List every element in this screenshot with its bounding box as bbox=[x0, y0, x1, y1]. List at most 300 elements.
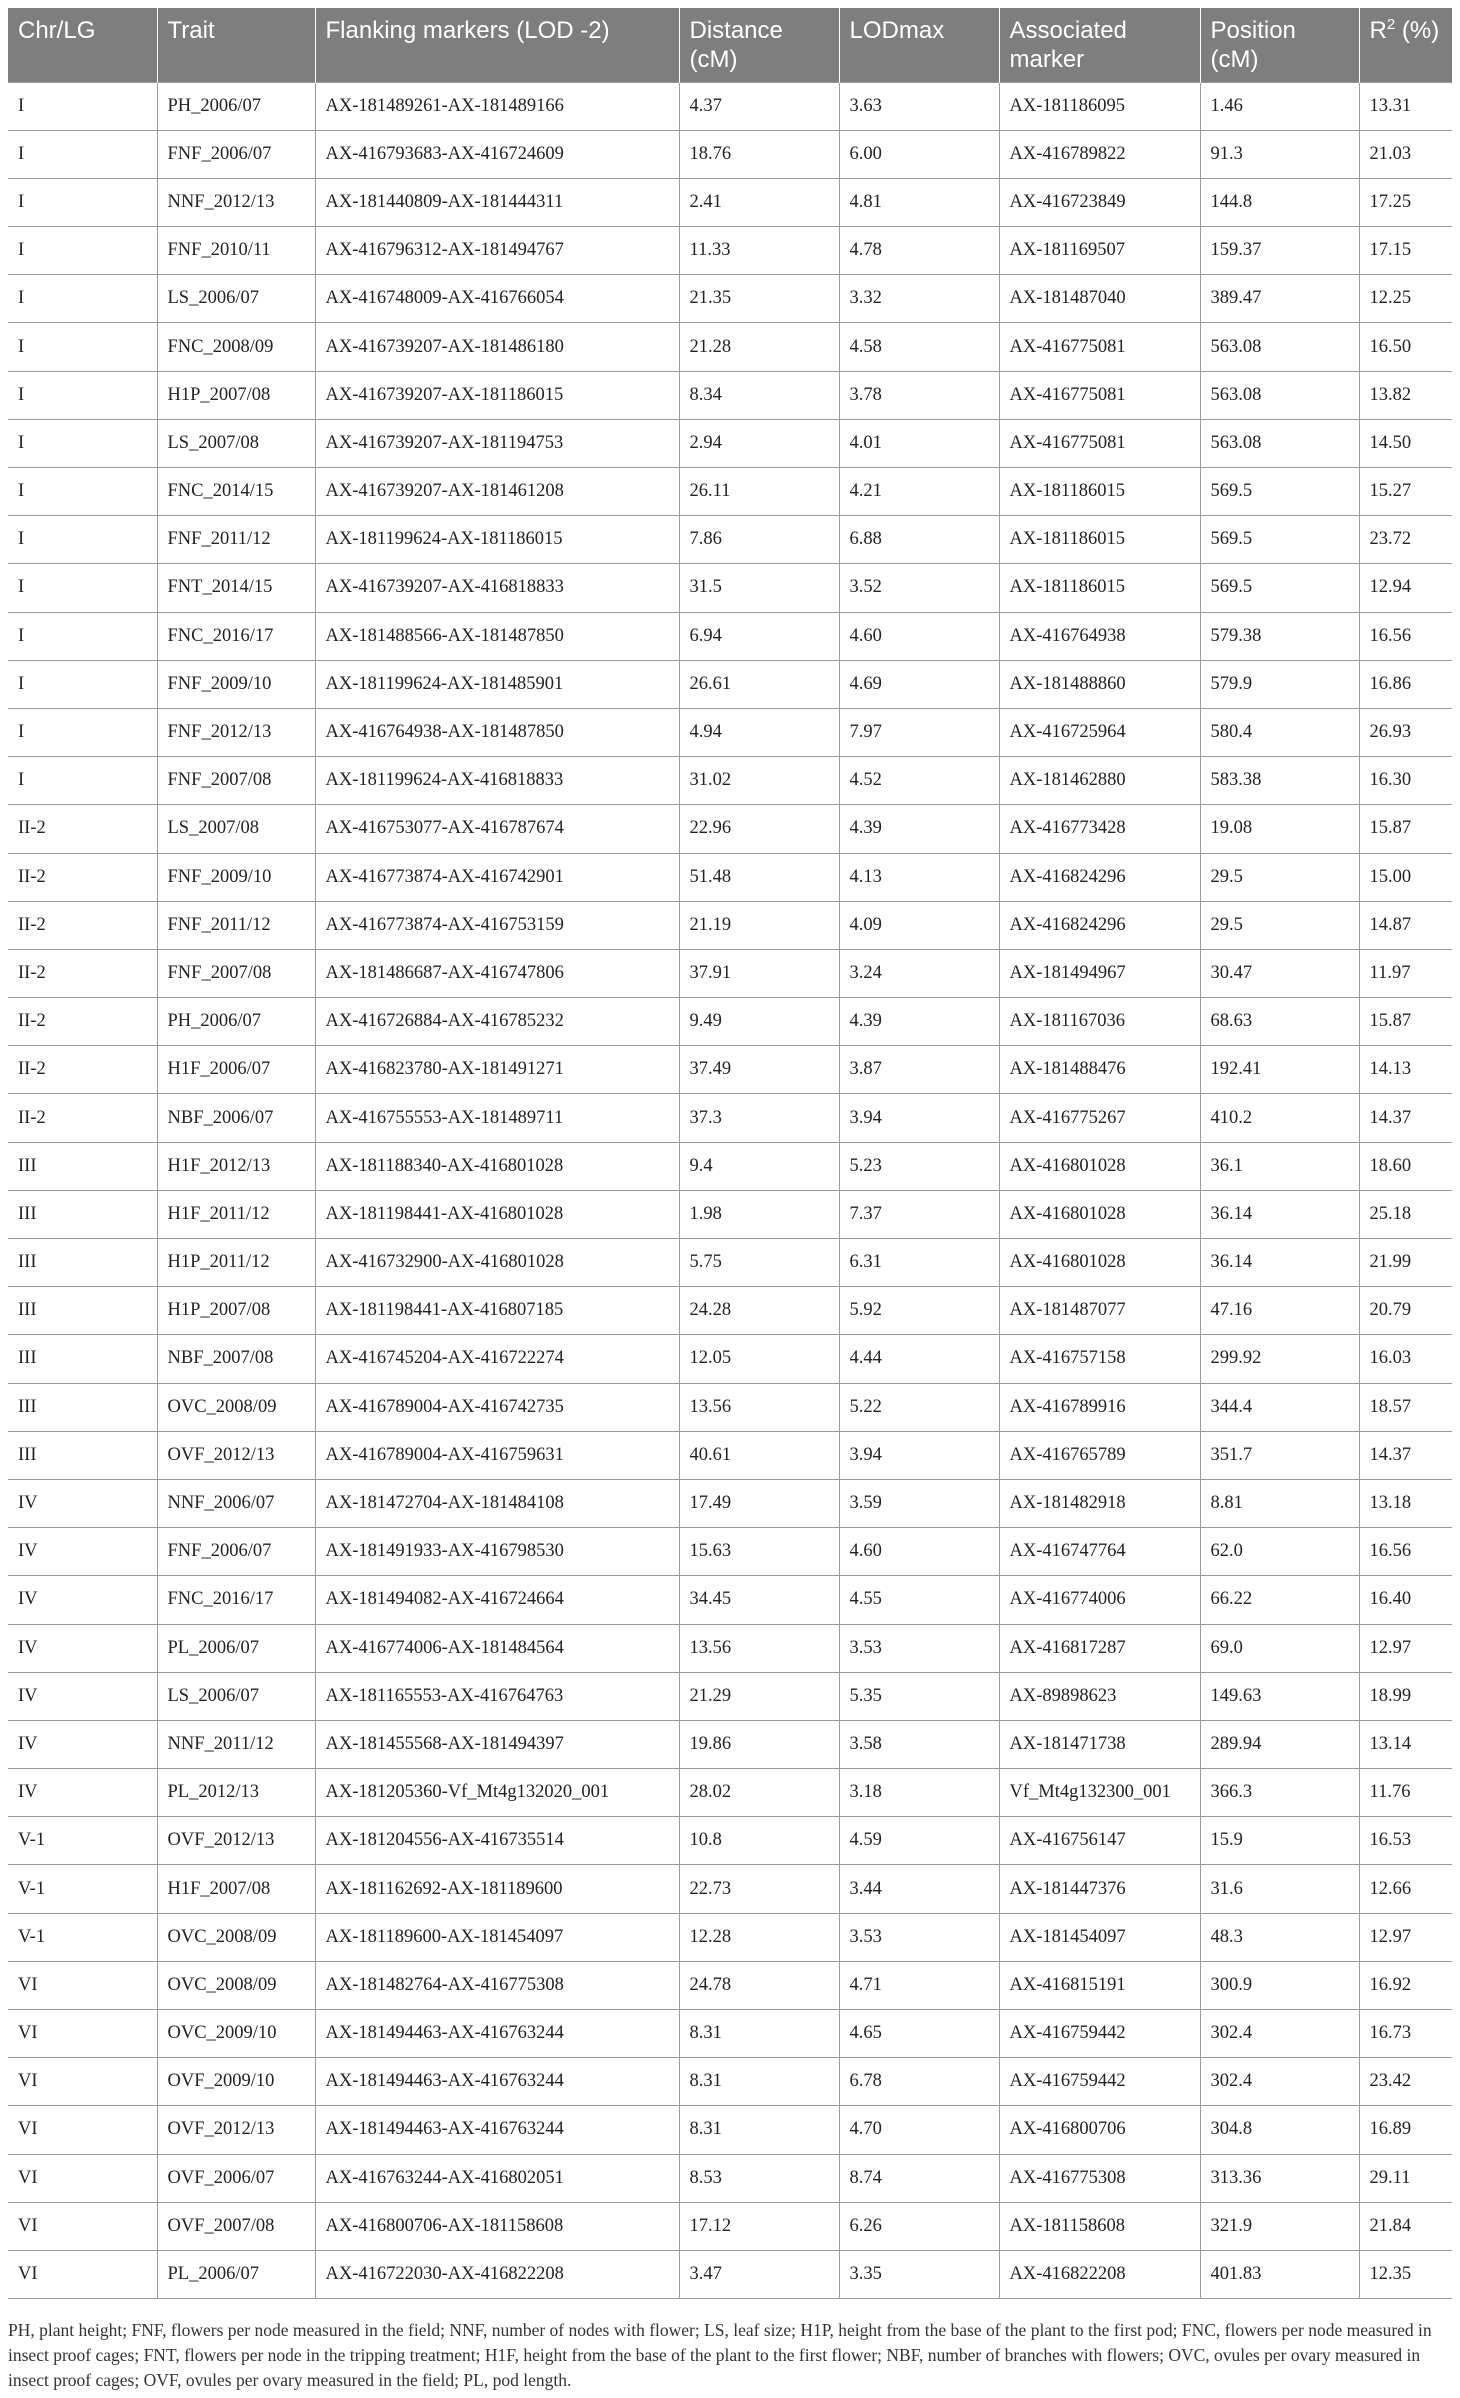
cell-position: 569.5 bbox=[1200, 564, 1359, 612]
cell-chr-lg: I bbox=[8, 419, 157, 467]
cell-associated-marker: AX-416723849 bbox=[999, 178, 1200, 226]
cell-lodmax: 4.21 bbox=[839, 468, 999, 516]
cell-chr-lg: IV bbox=[8, 1720, 157, 1768]
table-row bbox=[8, 371, 1452, 419]
qtl-table bbox=[8, 8, 1452, 2299]
cell-r-squared: 16.73 bbox=[1359, 2010, 1452, 2058]
cell-chr-lg: V-1 bbox=[8, 1817, 157, 1865]
cell-chr-lg: V-1 bbox=[8, 1913, 157, 1961]
cell-lodmax: 3.24 bbox=[839, 949, 999, 997]
cell-chr-lg: II-2 bbox=[8, 1046, 157, 1094]
cell-lodmax: 4.13 bbox=[839, 853, 999, 901]
cell-trait: FNF_2012/13 bbox=[157, 708, 315, 756]
cell-position: 583.38 bbox=[1200, 757, 1359, 805]
cell-flanking-markers: AX-181199624-AX-181485901 bbox=[315, 660, 679, 708]
cell-distance: 26.11 bbox=[679, 468, 839, 516]
table-row bbox=[8, 1190, 1452, 1238]
cell-position: 351.7 bbox=[1200, 1431, 1359, 1479]
cell-trait: OVF_2009/10 bbox=[157, 2058, 315, 2106]
cell-distance: 9.49 bbox=[679, 998, 839, 1046]
cell-associated-marker: AX-181487077 bbox=[999, 1287, 1200, 1335]
header-row bbox=[8, 8, 1452, 82]
cell-trait: FNF_2007/08 bbox=[157, 949, 315, 997]
cell-chr-lg: III bbox=[8, 1142, 157, 1190]
cell-lodmax: 4.01 bbox=[839, 419, 999, 467]
cell-lodmax: 6.31 bbox=[839, 1239, 999, 1287]
cell-position: 569.5 bbox=[1200, 468, 1359, 516]
cell-associated-marker: AX-416824296 bbox=[999, 853, 1200, 901]
cell-chr-lg: I bbox=[8, 82, 157, 130]
cell-r-squared: 17.15 bbox=[1359, 227, 1452, 275]
cell-chr-lg: I bbox=[8, 660, 157, 708]
cell-r-squared: 12.25 bbox=[1359, 275, 1452, 323]
cell-r-squared: 21.99 bbox=[1359, 1239, 1452, 1287]
cell-associated-marker: AX-416801028 bbox=[999, 1190, 1200, 1238]
cell-r-squared: 14.50 bbox=[1359, 419, 1452, 467]
cell-chr-lg: II-2 bbox=[8, 805, 157, 853]
cell-distance: 2.94 bbox=[679, 419, 839, 467]
cell-r-squared: 21.84 bbox=[1359, 2202, 1452, 2250]
r-squared-superscript: 2 bbox=[1386, 16, 1396, 33]
cell-chr-lg: VI bbox=[8, 2154, 157, 2202]
table-row bbox=[8, 2058, 1452, 2106]
cell-position: 401.83 bbox=[1200, 2250, 1359, 2298]
table-row bbox=[8, 1913, 1452, 1961]
cell-trait: H1F_2007/08 bbox=[157, 1865, 315, 1913]
cell-flanking-markers: AX-181489261-AX-181489166 bbox=[315, 82, 679, 130]
cell-flanking-markers: AX-416796312-AX-181494767 bbox=[315, 227, 679, 275]
cell-distance: 10.8 bbox=[679, 1817, 839, 1865]
cell-chr-lg: I bbox=[8, 564, 157, 612]
table-row bbox=[8, 853, 1452, 901]
cell-lodmax: 6.00 bbox=[839, 130, 999, 178]
cell-flanking-markers: AX-416739207-AX-181461208 bbox=[315, 468, 679, 516]
cell-position: 579.9 bbox=[1200, 660, 1359, 708]
cell-lodmax: 6.88 bbox=[839, 516, 999, 564]
cell-associated-marker: AX-416815191 bbox=[999, 1961, 1200, 2009]
cell-chr-lg: I bbox=[8, 516, 157, 564]
cell-distance: 28.02 bbox=[679, 1769, 839, 1817]
cell-trait: NNF_2012/13 bbox=[157, 178, 315, 226]
cell-chr-lg: IV bbox=[8, 1672, 157, 1720]
cell-associated-marker: AX-181471738 bbox=[999, 1720, 1200, 1768]
cell-associated-marker: AX-181186095 bbox=[999, 82, 1200, 130]
table-row bbox=[8, 1142, 1452, 1190]
cell-r-squared: 16.50 bbox=[1359, 323, 1452, 371]
column-header-lodmax: LODmax bbox=[839, 8, 999, 82]
cell-lodmax: 3.94 bbox=[839, 1094, 999, 1142]
cell-lodmax: 4.70 bbox=[839, 2106, 999, 2154]
cell-chr-lg: I bbox=[8, 130, 157, 178]
cell-chr-lg: III bbox=[8, 1287, 157, 1335]
cell-trait: FNC_2008/09 bbox=[157, 323, 315, 371]
cell-chr-lg: I bbox=[8, 178, 157, 226]
cell-trait: H1F_2012/13 bbox=[157, 1142, 315, 1190]
cell-associated-marker: AX-181158608 bbox=[999, 2202, 1200, 2250]
cell-trait: LS_2006/07 bbox=[157, 1672, 315, 1720]
cell-distance: 8.31 bbox=[679, 2058, 839, 2106]
cell-flanking-markers: AX-181440809-AX-181444311 bbox=[315, 178, 679, 226]
cell-lodmax: 6.26 bbox=[839, 2202, 999, 2250]
cell-chr-lg: II-2 bbox=[8, 901, 157, 949]
cell-flanking-markers: AX-416773874-AX-416742901 bbox=[315, 853, 679, 901]
cell-chr-lg: VI bbox=[8, 2106, 157, 2154]
cell-position: 304.8 bbox=[1200, 2106, 1359, 2154]
cell-trait: OVC_2008/09 bbox=[157, 1913, 315, 1961]
cell-position: 410.2 bbox=[1200, 1094, 1359, 1142]
cell-flanking-markers: AX-416755553-AX-181489711 bbox=[315, 1094, 679, 1142]
cell-position: 8.81 bbox=[1200, 1479, 1359, 1527]
cell-lodmax: 3.32 bbox=[839, 275, 999, 323]
cell-flanking-markers: AX-416773874-AX-416753159 bbox=[315, 901, 679, 949]
cell-lodmax: 5.23 bbox=[839, 1142, 999, 1190]
cell-lodmax: 4.44 bbox=[839, 1335, 999, 1383]
cell-r-squared: 16.53 bbox=[1359, 1817, 1452, 1865]
cell-lodmax: 3.35 bbox=[839, 2250, 999, 2298]
cell-associated-marker: AX-416775308 bbox=[999, 2154, 1200, 2202]
cell-chr-lg: I bbox=[8, 757, 157, 805]
cell-flanking-markers: AX-181455568-AX-181494397 bbox=[315, 1720, 679, 1768]
cell-position: 36.14 bbox=[1200, 1190, 1359, 1238]
cell-distance: 40.61 bbox=[679, 1431, 839, 1479]
cell-position: 299.92 bbox=[1200, 1335, 1359, 1383]
table-row bbox=[8, 1961, 1452, 2009]
cell-position: 47.16 bbox=[1200, 1287, 1359, 1335]
cell-associated-marker: AX-416775081 bbox=[999, 323, 1200, 371]
cell-trait: FNF_2006/07 bbox=[157, 1528, 315, 1576]
cell-r-squared: 16.92 bbox=[1359, 1961, 1452, 2009]
table-row bbox=[8, 178, 1452, 226]
cell-r-squared: 25.18 bbox=[1359, 1190, 1452, 1238]
cell-position: 563.08 bbox=[1200, 371, 1359, 419]
cell-r-squared: 15.87 bbox=[1359, 998, 1452, 1046]
table-row bbox=[8, 516, 1452, 564]
cell-flanking-markers: AX-181188340-AX-416801028 bbox=[315, 1142, 679, 1190]
cell-distance: 4.94 bbox=[679, 708, 839, 756]
cell-trait: LS_2006/07 bbox=[157, 275, 315, 323]
cell-lodmax: 3.94 bbox=[839, 1431, 999, 1479]
cell-r-squared: 14.37 bbox=[1359, 1431, 1452, 1479]
cell-trait: NBF_2006/07 bbox=[157, 1094, 315, 1142]
cell-chr-lg: IV bbox=[8, 1769, 157, 1817]
cell-trait: FNF_2006/07 bbox=[157, 130, 315, 178]
table-row bbox=[8, 1479, 1452, 1527]
cell-associated-marker: AX-181186015 bbox=[999, 468, 1200, 516]
cell-chr-lg: II-2 bbox=[8, 949, 157, 997]
cell-trait: PH_2006/07 bbox=[157, 82, 315, 130]
table-row bbox=[8, 1624, 1452, 1672]
table-row bbox=[8, 1431, 1452, 1479]
cell-distance: 8.31 bbox=[679, 2010, 839, 2058]
cell-position: 36.14 bbox=[1200, 1239, 1359, 1287]
cell-position: 579.38 bbox=[1200, 612, 1359, 660]
cell-r-squared: 16.30 bbox=[1359, 757, 1452, 805]
cell-trait: OVF_2012/13 bbox=[157, 1431, 315, 1479]
cell-lodmax: 4.58 bbox=[839, 323, 999, 371]
cell-position: 300.9 bbox=[1200, 1961, 1359, 2009]
cell-position: 366.3 bbox=[1200, 1769, 1359, 1817]
table-row bbox=[8, 1046, 1452, 1094]
cell-trait: LS_2007/08 bbox=[157, 419, 315, 467]
cell-distance: 17.49 bbox=[679, 1479, 839, 1527]
cell-flanking-markers: AX-181494463-AX-416763244 bbox=[315, 2106, 679, 2154]
cell-lodmax: 3.52 bbox=[839, 564, 999, 612]
cell-r-squared: 15.87 bbox=[1359, 805, 1452, 853]
table-row bbox=[8, 1576, 1452, 1624]
cell-chr-lg: III bbox=[8, 1190, 157, 1238]
cell-r-squared: 14.13 bbox=[1359, 1046, 1452, 1094]
cell-chr-lg: II-2 bbox=[8, 1094, 157, 1142]
cell-distance: 51.48 bbox=[679, 853, 839, 901]
cell-trait: OVC_2009/10 bbox=[157, 2010, 315, 2058]
cell-lodmax: 6.78 bbox=[839, 2058, 999, 2106]
cell-trait: LS_2007/08 bbox=[157, 805, 315, 853]
cell-position: 563.08 bbox=[1200, 323, 1359, 371]
cell-trait: OVC_2008/09 bbox=[157, 1961, 315, 2009]
cell-lodmax: 3.59 bbox=[839, 1479, 999, 1527]
cell-position: 66.22 bbox=[1200, 1576, 1359, 1624]
table-row bbox=[8, 564, 1452, 612]
cell-lodmax: 5.22 bbox=[839, 1383, 999, 1431]
table-row bbox=[8, 2250, 1452, 2298]
cell-trait: FNF_2010/11 bbox=[157, 227, 315, 275]
cell-trait: FNF_2011/12 bbox=[157, 516, 315, 564]
cell-r-squared: 14.37 bbox=[1359, 1094, 1452, 1142]
cell-chr-lg: III bbox=[8, 1335, 157, 1383]
cell-position: 91.3 bbox=[1200, 130, 1359, 178]
cell-chr-lg: II-2 bbox=[8, 998, 157, 1046]
cell-trait: H1P_2007/08 bbox=[157, 1287, 315, 1335]
cell-flanking-markers: AX-416800706-AX-181158608 bbox=[315, 2202, 679, 2250]
cell-r-squared: 12.97 bbox=[1359, 1913, 1452, 1961]
cell-flanking-markers: AX-416764938-AX-181487850 bbox=[315, 708, 679, 756]
table-row bbox=[8, 757, 1452, 805]
cell-trait: FNT_2014/15 bbox=[157, 564, 315, 612]
cell-associated-marker: AX-89898623 bbox=[999, 1672, 1200, 1720]
cell-distance: 13.56 bbox=[679, 1624, 839, 1672]
cell-r-squared: 12.94 bbox=[1359, 564, 1452, 612]
cell-trait: FNF_2011/12 bbox=[157, 901, 315, 949]
table-row bbox=[8, 1287, 1452, 1335]
cell-distance: 17.12 bbox=[679, 2202, 839, 2250]
cell-flanking-markers: AX-181494463-AX-416763244 bbox=[315, 2010, 679, 2058]
table-body bbox=[8, 82, 1452, 2299]
table-row bbox=[8, 130, 1452, 178]
cell-distance: 6.94 bbox=[679, 612, 839, 660]
cell-associated-marker: AX-181454097 bbox=[999, 1913, 1200, 1961]
column-header-associated-marker: Associated marker bbox=[999, 8, 1200, 82]
cell-flanking-markers: AX-181165553-AX-416764763 bbox=[315, 1672, 679, 1720]
cell-r-squared: 17.25 bbox=[1359, 178, 1452, 226]
cell-distance: 24.28 bbox=[679, 1287, 839, 1335]
cell-trait: H1P_2011/12 bbox=[157, 1239, 315, 1287]
cell-trait: PL_2006/07 bbox=[157, 1624, 315, 1672]
cell-chr-lg: VI bbox=[8, 2202, 157, 2250]
cell-trait: OVF_2007/08 bbox=[157, 2202, 315, 2250]
cell-associated-marker: AX-181488860 bbox=[999, 660, 1200, 708]
cell-distance: 8.53 bbox=[679, 2154, 839, 2202]
cell-r-squared: 15.27 bbox=[1359, 468, 1452, 516]
cell-r-squared: 13.18 bbox=[1359, 1479, 1452, 1527]
cell-position: 31.6 bbox=[1200, 1865, 1359, 1913]
cell-lodmax: 4.71 bbox=[839, 1961, 999, 2009]
cell-lodmax: 4.59 bbox=[839, 1817, 999, 1865]
cell-associated-marker: AX-416775081 bbox=[999, 371, 1200, 419]
column-header-trait: Trait bbox=[157, 8, 315, 82]
table-row bbox=[8, 275, 1452, 323]
cell-associated-marker: AX-416822208 bbox=[999, 2250, 1200, 2298]
cell-distance: 22.96 bbox=[679, 805, 839, 853]
cell-r-squared: 23.72 bbox=[1359, 516, 1452, 564]
cell-r-squared: 11.97 bbox=[1359, 949, 1452, 997]
cell-flanking-markers: AX-416774006-AX-181484564 bbox=[315, 1624, 679, 1672]
table-row bbox=[8, 2154, 1452, 2202]
cell-lodmax: 5.35 bbox=[839, 1672, 999, 1720]
cell-distance: 3.47 bbox=[679, 2250, 839, 2298]
cell-flanking-markers: AX-181198441-AX-416807185 bbox=[315, 1287, 679, 1335]
cell-chr-lg: I bbox=[8, 371, 157, 419]
cell-lodmax: 4.39 bbox=[839, 805, 999, 853]
cell-distance: 19.86 bbox=[679, 1720, 839, 1768]
cell-flanking-markers: AX-181204556-AX-416735514 bbox=[315, 1817, 679, 1865]
cell-flanking-markers: AX-181482764-AX-416775308 bbox=[315, 1961, 679, 2009]
cell-r-squared: 20.79 bbox=[1359, 1287, 1452, 1335]
cell-associated-marker: AX-416747764 bbox=[999, 1528, 1200, 1576]
cell-chr-lg: VI bbox=[8, 2250, 157, 2298]
cell-associated-marker: AX-416773428 bbox=[999, 805, 1200, 853]
cell-trait: FNF_2007/08 bbox=[157, 757, 315, 805]
cell-r-squared: 12.66 bbox=[1359, 1865, 1452, 1913]
cell-chr-lg: III bbox=[8, 1431, 157, 1479]
cell-r-squared: 16.56 bbox=[1359, 612, 1452, 660]
cell-lodmax: 4.09 bbox=[839, 901, 999, 949]
table-row bbox=[8, 419, 1452, 467]
table-row bbox=[8, 1094, 1452, 1142]
cell-chr-lg: III bbox=[8, 1239, 157, 1287]
cell-distance: 31.02 bbox=[679, 757, 839, 805]
table-row bbox=[8, 1239, 1452, 1287]
cell-chr-lg: III bbox=[8, 1383, 157, 1431]
cell-lodmax: 5.92 bbox=[839, 1287, 999, 1335]
cell-lodmax: 4.55 bbox=[839, 1576, 999, 1624]
cell-r-squared: 18.99 bbox=[1359, 1672, 1452, 1720]
cell-r-squared: 18.60 bbox=[1359, 1142, 1452, 1190]
cell-flanking-markers: AX-416732900-AX-416801028 bbox=[315, 1239, 679, 1287]
cell-flanking-markers: AX-416793683-AX-416724609 bbox=[315, 130, 679, 178]
cell-r-squared: 15.00 bbox=[1359, 853, 1452, 901]
cell-r-squared: 16.86 bbox=[1359, 660, 1452, 708]
cell-position: 313.36 bbox=[1200, 2154, 1359, 2202]
cell-trait: PH_2006/07 bbox=[157, 998, 315, 1046]
cell-flanking-markers: AX-181494082-AX-416724664 bbox=[315, 1576, 679, 1624]
cell-flanking-markers: AX-416789004-AX-416759631 bbox=[315, 1431, 679, 1479]
cell-position: 48.3 bbox=[1200, 1913, 1359, 1961]
cell-flanking-markers: AX-416739207-AX-181486180 bbox=[315, 323, 679, 371]
cell-chr-lg: VI bbox=[8, 2010, 157, 2058]
cell-r-squared: 18.57 bbox=[1359, 1383, 1452, 1431]
cell-distance: 26.61 bbox=[679, 660, 839, 708]
cell-chr-lg: IV bbox=[8, 1624, 157, 1672]
cell-position: 62.0 bbox=[1200, 1528, 1359, 1576]
cell-associated-marker: AX-416765789 bbox=[999, 1431, 1200, 1479]
cell-associated-marker: AX-181169507 bbox=[999, 227, 1200, 275]
cell-associated-marker: AX-416756147 bbox=[999, 1817, 1200, 1865]
table-row bbox=[8, 1865, 1452, 1913]
cell-r-squared: 16.56 bbox=[1359, 1528, 1452, 1576]
cell-lodmax: 3.63 bbox=[839, 82, 999, 130]
cell-associated-marker: AX-416817287 bbox=[999, 1624, 1200, 1672]
cell-associated-marker: AX-181488476 bbox=[999, 1046, 1200, 1094]
cell-distance: 21.19 bbox=[679, 901, 839, 949]
cell-flanking-markers: AX-416726884-AX-416785232 bbox=[315, 998, 679, 1046]
table-row bbox=[8, 2106, 1452, 2154]
cell-distance: 11.33 bbox=[679, 227, 839, 275]
cell-associated-marker: AX-416757158 bbox=[999, 1335, 1200, 1383]
table-row bbox=[8, 1817, 1452, 1865]
cell-associated-marker: AX-416725964 bbox=[999, 708, 1200, 756]
cell-position: 344.4 bbox=[1200, 1383, 1359, 1431]
table-row bbox=[8, 1769, 1452, 1817]
cell-r-squared: 29.11 bbox=[1359, 2154, 1452, 2202]
cell-trait: OVC_2008/09 bbox=[157, 1383, 315, 1431]
cell-position: 29.5 bbox=[1200, 853, 1359, 901]
cell-lodmax: 8.74 bbox=[839, 2154, 999, 2202]
cell-flanking-markers: AX-416739207-AX-181194753 bbox=[315, 419, 679, 467]
cell-trait: OVF_2012/13 bbox=[157, 1817, 315, 1865]
column-header-position: Position (cM) bbox=[1200, 8, 1359, 82]
cell-trait: FNF_2009/10 bbox=[157, 660, 315, 708]
table-row bbox=[8, 1528, 1452, 1576]
cell-flanking-markers: AX-181199624-AX-416818833 bbox=[315, 757, 679, 805]
cell-position: 580.4 bbox=[1200, 708, 1359, 756]
cell-flanking-markers: AX-181205360-Vf_Mt4g132020_001 bbox=[315, 1769, 679, 1817]
table-row bbox=[8, 805, 1452, 853]
table-row bbox=[8, 468, 1452, 516]
cell-distance: 22.73 bbox=[679, 1865, 839, 1913]
cell-associated-marker: AX-416789822 bbox=[999, 130, 1200, 178]
cell-flanking-markers: AX-416748009-AX-416766054 bbox=[315, 275, 679, 323]
cell-associated-marker: AX-181462880 bbox=[999, 757, 1200, 805]
cell-distance: 34.45 bbox=[679, 1576, 839, 1624]
cell-trait: OVF_2012/13 bbox=[157, 2106, 315, 2154]
cell-associated-marker: AX-416759442 bbox=[999, 2010, 1200, 2058]
cell-lodmax: 3.87 bbox=[839, 1046, 999, 1094]
column-header-chr-lg: Chr/LG bbox=[8, 8, 157, 82]
cell-associated-marker: AX-181186015 bbox=[999, 516, 1200, 564]
cell-chr-lg: V-1 bbox=[8, 1865, 157, 1913]
r-squared-unit: (%) bbox=[1395, 17, 1440, 44]
cell-distance: 21.29 bbox=[679, 1672, 839, 1720]
table-row bbox=[8, 1335, 1452, 1383]
cell-position: 302.4 bbox=[1200, 2058, 1359, 2106]
cell-chr-lg: VI bbox=[8, 2058, 157, 2106]
cell-lodmax: 3.18 bbox=[839, 1769, 999, 1817]
cell-trait: H1P_2007/08 bbox=[157, 371, 315, 419]
cell-flanking-markers: AX-181199624-AX-181186015 bbox=[315, 516, 679, 564]
cell-position: 192.41 bbox=[1200, 1046, 1359, 1094]
cell-r-squared: 16.89 bbox=[1359, 2106, 1452, 2154]
cell-chr-lg: I bbox=[8, 275, 157, 323]
cell-associated-marker: AX-181487040 bbox=[999, 275, 1200, 323]
cell-chr-lg: II-2 bbox=[8, 853, 157, 901]
cell-trait: FNC_2016/17 bbox=[157, 1576, 315, 1624]
cell-distance: 5.75 bbox=[679, 1239, 839, 1287]
cell-flanking-markers: AX-416823780-AX-181491271 bbox=[315, 1046, 679, 1094]
cell-trait: H1F_2006/07 bbox=[157, 1046, 315, 1094]
cell-distance: 7.86 bbox=[679, 516, 839, 564]
cell-lodmax: 3.53 bbox=[839, 1913, 999, 1961]
cell-trait: FNC_2016/17 bbox=[157, 612, 315, 660]
